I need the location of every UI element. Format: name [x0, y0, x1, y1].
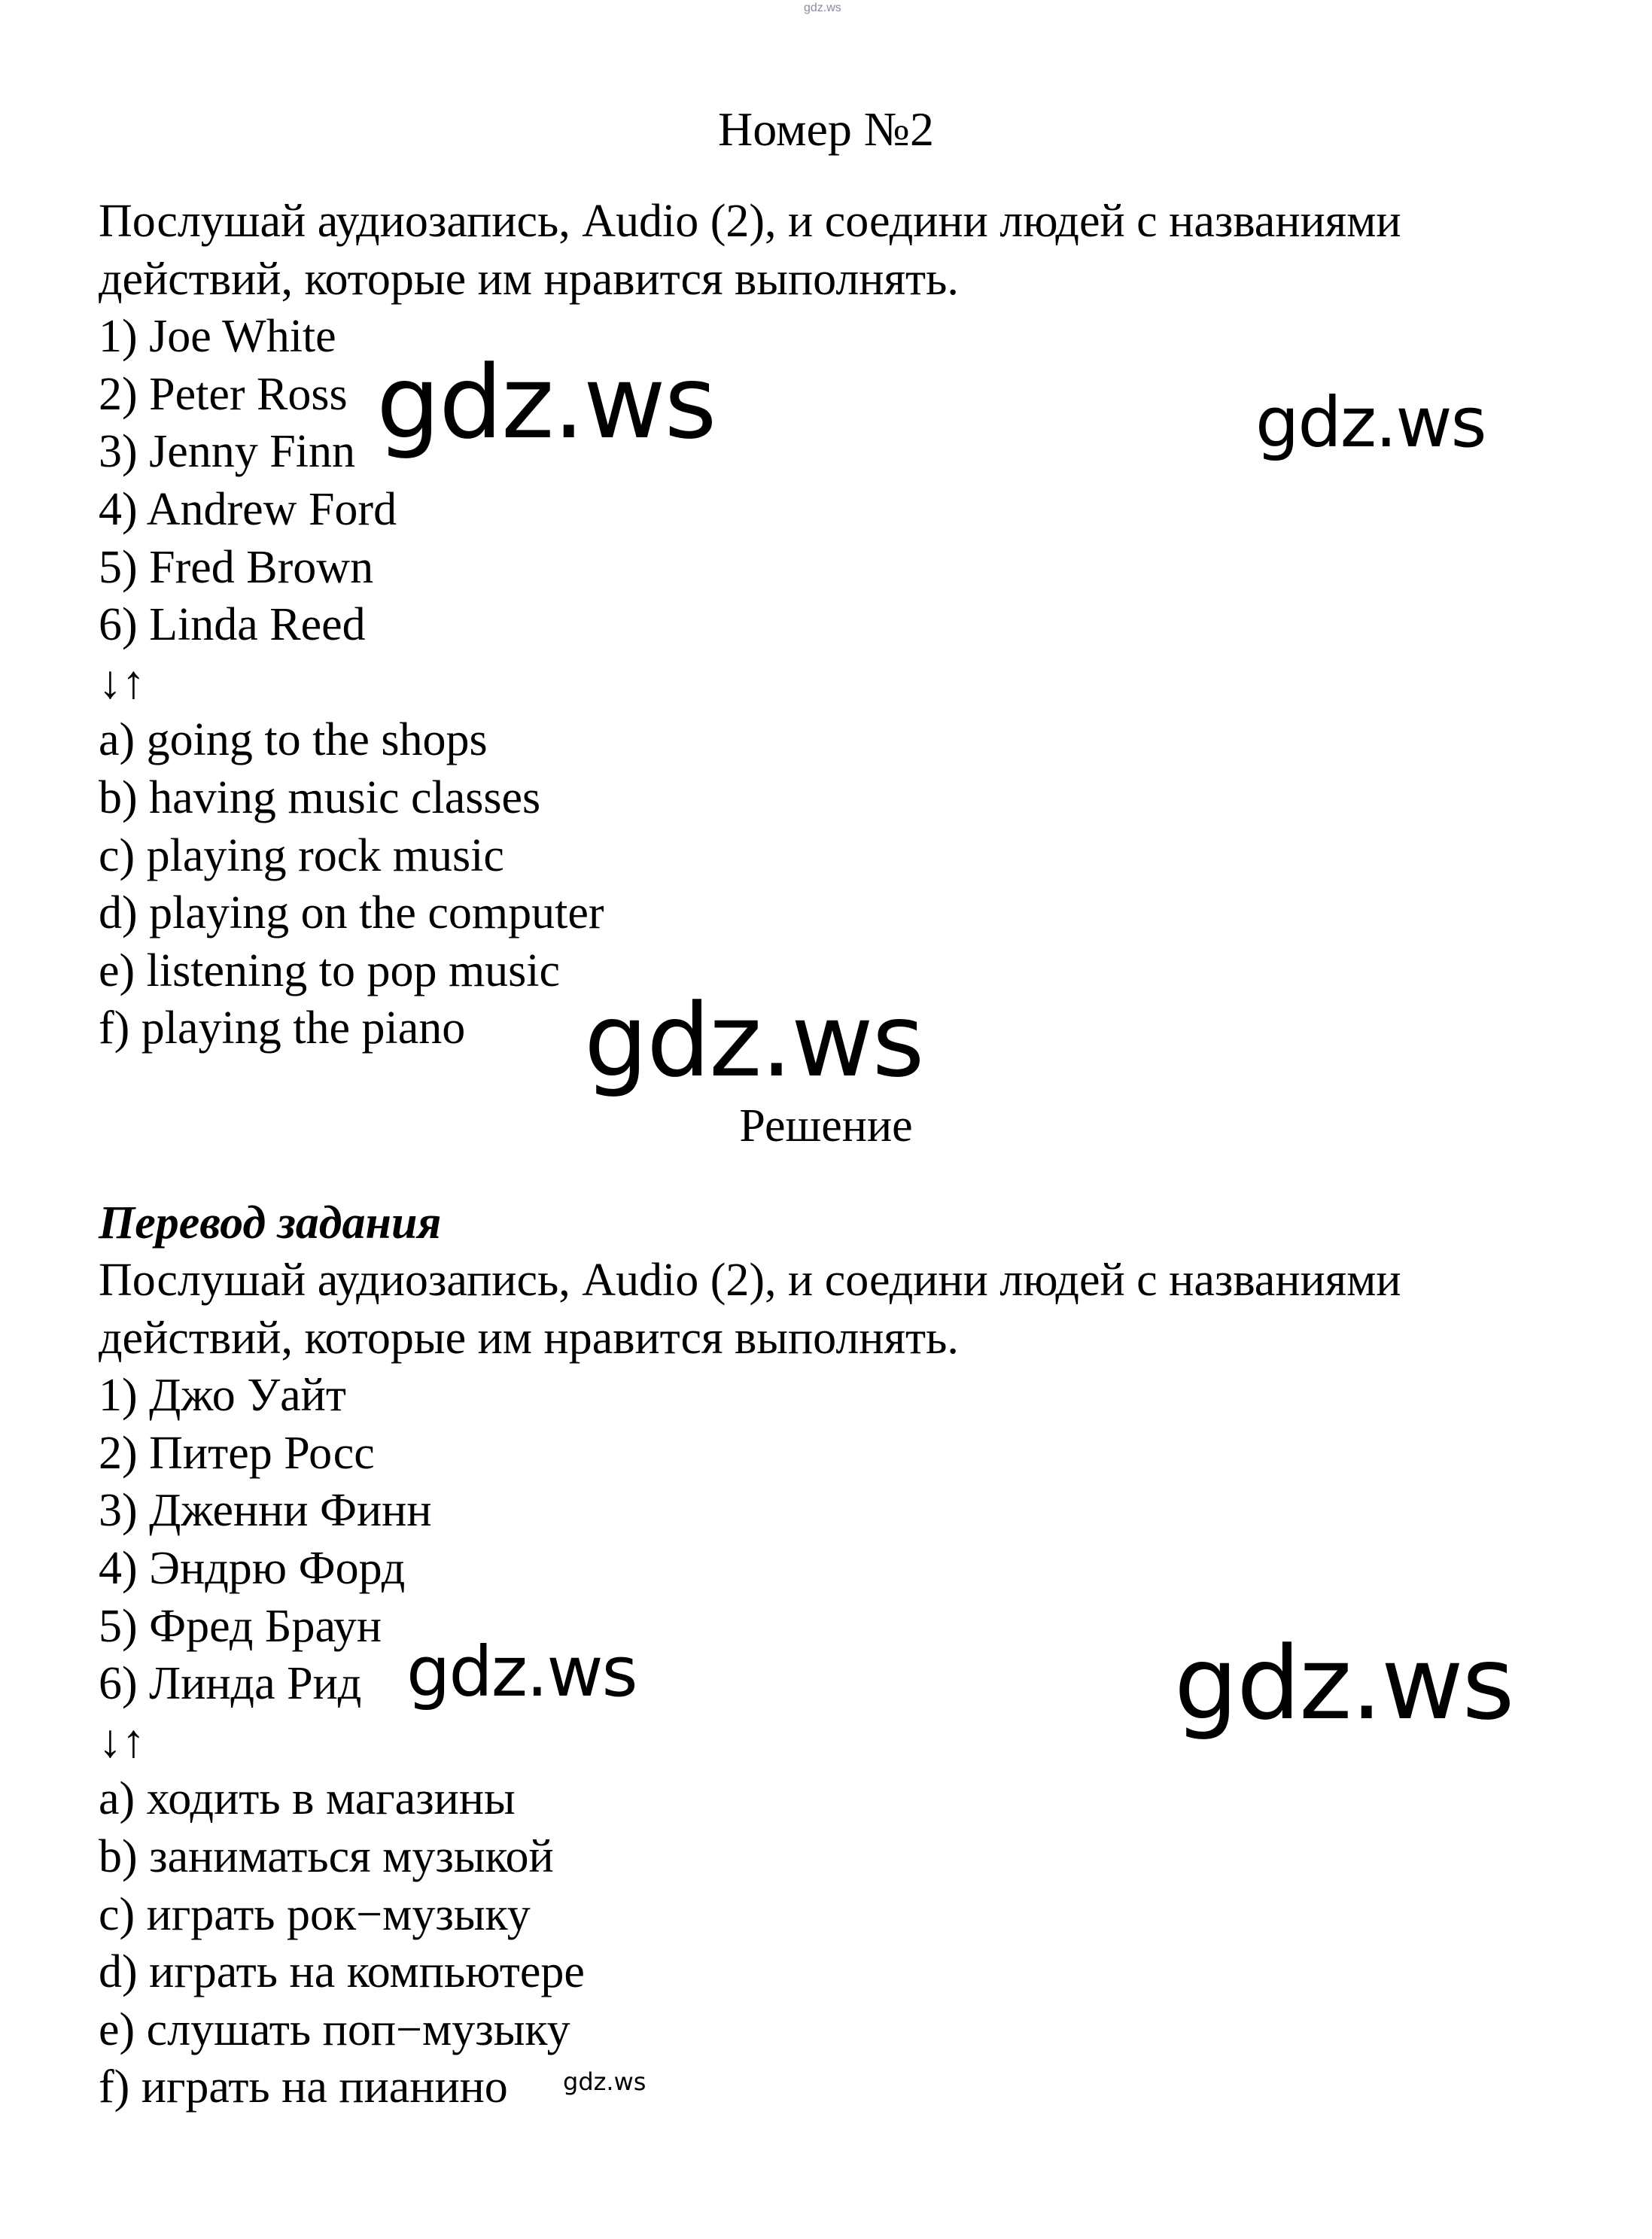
activity-item: e) слушать поп−музыку [99, 2003, 570, 2055]
person-item: 3) Jenny Finn [99, 426, 355, 478]
watermark: gdz.ws [406, 1632, 637, 1712]
page-title: Номер №2 [718, 102, 934, 156]
activity-item: f) играть на пианино [99, 2061, 508, 2113]
solution-title: Решение [739, 1100, 913, 1151]
person-item: 2) Peter Ross [99, 368, 348, 420]
activity-item: a) ходить в магазины [99, 1773, 516, 1825]
instruction-line: действий, которые им нравится выполнять. [99, 253, 959, 305]
person-item: 4) Эндрю Форд [99, 1542, 406, 1594]
match-arrows: ↓↑ [99, 656, 145, 708]
person-item: 1) Joe White [99, 311, 336, 363]
activity-item: a) going to the shops [99, 714, 488, 766]
activity-item: d) playing on the computer [99, 887, 604, 939]
activity-item: b) having music classes [99, 771, 541, 823]
watermark: gdz.ws [376, 344, 716, 461]
activity-item: f) playing the piano [99, 1002, 466, 1054]
person-item: 4) Andrew Ford [99, 483, 397, 535]
person-item: 2) Питер Росс [99, 1427, 375, 1479]
watermark: gdz.ws [563, 2067, 647, 2096]
watermark: gdz.ws [1255, 382, 1486, 463]
translation-heading: Перевод задания [99, 1197, 442, 1249]
person-item: 3) Дженни Финн [99, 1485, 432, 1537]
match-arrows: ↓↑ [99, 1715, 145, 1767]
watermark: gdz.ws [1174, 1625, 1514, 1742]
instruction-line: действий, которые им нравится выполнять. [99, 1312, 959, 1364]
activity-item: b) заниматься музыкой [99, 1830, 554, 1882]
person-item: 6) Линда Рид [99, 1658, 362, 1710]
person-item: 5) Fred Brown [99, 541, 374, 593]
task-section [99, 193, 1589, 1057]
instruction-line: Послушай аудиозапись, Audio (2), и соедини людей с названиями [99, 1255, 1401, 1306]
activity-item: e) listening to pop music [99, 945, 561, 996]
activity-item: c) playing rock music [99, 829, 504, 881]
activity-item: c) играть рок−музыку [99, 1888, 531, 1940]
activity-item: d) играть на компьютере [99, 1946, 585, 1998]
watermark: gdz.ws [584, 982, 923, 1100]
person-item: 6) Linda Reed [99, 599, 366, 651]
person-item: 1) Джо Уайт [99, 1370, 346, 1422]
person-item: 5) Фред Браун [99, 1600, 382, 1652]
instruction-line: Послушай аудиозапись, Audio (2), и соедини людей с названиями [99, 196, 1401, 247]
top-watermark: gdz.ws [804, 2, 841, 14]
